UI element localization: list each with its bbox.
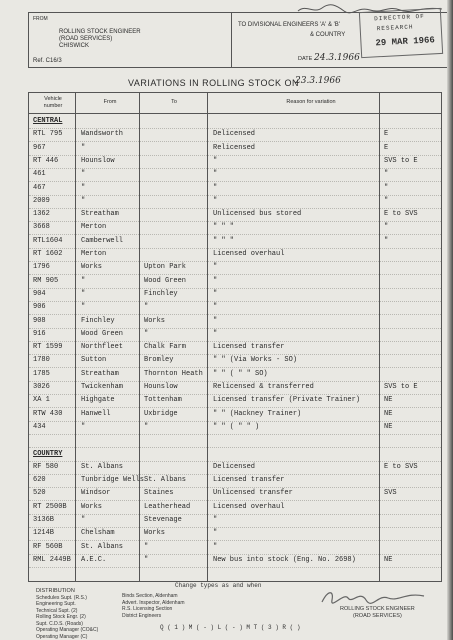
- table-row: [29, 235, 441, 249]
- to-cell: ": [144, 555, 149, 564]
- vehicle-number: RF 580: [33, 462, 59, 471]
- stamp-line-1: DIRECTOR OF: [374, 12, 425, 23]
- code-cell: E: [384, 143, 389, 152]
- table-row: [29, 168, 441, 182]
- code-cell: ": [384, 183, 389, 192]
- from-cell: Wandsworth: [81, 130, 124, 139]
- from-cell: Wood Green: [81, 329, 124, 338]
- change-note: Change types as and when: [175, 582, 262, 589]
- date-value: 24.3.1966: [314, 53, 360, 63]
- table-row: [29, 461, 441, 475]
- table-row: [29, 541, 441, 555]
- table-row: [29, 474, 441, 488]
- table-row: [29, 195, 441, 209]
- table-row: [29, 155, 441, 169]
- reason-cell: New bus into stock (Eng. No. 2698): [213, 555, 356, 564]
- from-cell: Hounslow: [81, 156, 115, 165]
- vehicle-number: 3668: [33, 223, 50, 232]
- distribution-entry: District Engineers: [122, 612, 162, 619]
- from-cell: Windsor: [81, 489, 111, 498]
- reason-cell: Licensed overhaul: [213, 502, 285, 511]
- vehicle-number: 520: [33, 489, 46, 498]
- vehicle-number: 1796: [33, 263, 50, 272]
- code-formula: Q ( 1 ) M ( - ) L ( - ) M T ( 3 ) R ( ): [160, 624, 301, 631]
- table-row: [29, 527, 441, 541]
- vehicle-number: RTL1604: [33, 236, 63, 245]
- to-cell: Leatherhead: [144, 502, 191, 511]
- code-cell: NE: [384, 396, 393, 405]
- table-row: [29, 394, 441, 408]
- table-row: [29, 221, 441, 235]
- from-label: FROM: [33, 16, 48, 22]
- from-cell: ": [81, 303, 86, 312]
- from-cell: ": [81, 276, 86, 285]
- reason-cell: Relicensed & transferred: [213, 383, 314, 391]
- reference-number: Ref. C16/3: [33, 58, 62, 64]
- table-row: [29, 341, 441, 355]
- vehicle-number: COUNTRY: [33, 449, 63, 458]
- to-cell: Works: [144, 529, 166, 538]
- from-cell: Hanwell: [81, 409, 111, 418]
- from-cell: ": [81, 289, 86, 298]
- from-cell: ": [81, 516, 86, 524]
- reason-cell: ": [213, 183, 218, 192]
- from-box: [28, 12, 232, 68]
- code-cell: ": [384, 196, 389, 205]
- reason-cell: " " ( " " SO): [213, 369, 268, 378]
- distribution-entry: Operating Manager (C): [36, 633, 88, 640]
- table-row: [29, 142, 441, 156]
- vehicle-number: 2009: [33, 196, 50, 205]
- to-cell: Wood Green: [144, 276, 187, 285]
- vehicle-number: RML 2449B: [33, 555, 71, 564]
- reason-cell: ": [213, 276, 218, 285]
- table-row: [29, 261, 441, 275]
- from-cell: Finchley: [81, 316, 115, 325]
- from-cell: St. Albans: [81, 462, 124, 471]
- distribution-entry: Rolling Stock Engr. (2): [36, 614, 86, 620]
- document-title-date: 23.3.1966: [295, 76, 341, 86]
- vehicle-number: 1780: [33, 356, 50, 365]
- to-cell: Finchley: [144, 289, 178, 298]
- code-cell: ": [384, 236, 389, 245]
- reason-cell: ": [213, 289, 218, 298]
- reason-cell: ": [213, 303, 218, 312]
- code-cell: E: [384, 130, 389, 139]
- table-row: [29, 275, 441, 289]
- reason-cell: ": [213, 316, 218, 325]
- vehicle-number: 916: [33, 329, 46, 338]
- from-line-1: ROLLING STOCK ENGINEER: [59, 29, 141, 35]
- from-cell: Camberwell: [81, 236, 124, 245]
- vehicle-number: RT 1602: [33, 250, 63, 258]
- distribution-label: DISTRIBUTION: [36, 588, 75, 594]
- code-cell: SVS to E: [384, 156, 418, 165]
- header-vehicle: Vehicle number: [43, 96, 63, 109]
- table-row: [29, 381, 441, 395]
- distribution-entry: Operating Manager (CO&C): [36, 627, 99, 633]
- vehicle-number: 467: [33, 183, 46, 192]
- from-cell: A.E.C.: [81, 555, 107, 564]
- to-cell: Upton Park: [144, 263, 187, 272]
- distribution-entry: Advert. Inspector, Aldenham: [122, 599, 185, 606]
- table-row: [29, 315, 441, 329]
- to-cell: Thornton Heath: [144, 369, 203, 378]
- reason-cell: ": [213, 170, 218, 179]
- code-cell: ": [384, 223, 389, 232]
- vehicle-number: RT 446: [33, 156, 59, 165]
- vehicle-number: 3136B: [33, 516, 55, 524]
- table-row: [29, 554, 441, 568]
- stamp-line-2: RESEARCH: [376, 23, 414, 33]
- vehicle-number: 620: [33, 476, 46, 485]
- code-cell: SVS to E: [384, 383, 418, 391]
- vehicle-number: 967: [33, 143, 46, 152]
- from-line-2: (ROAD SERVICES): [59, 36, 113, 42]
- vehicle-number: RF 560B: [33, 542, 63, 551]
- to-cell: ": [144, 542, 149, 551]
- table-row: [29, 368, 441, 382]
- from-cell: ": [81, 422, 86, 431]
- distribution-entry: Binds Section, Aldenham: [122, 593, 178, 599]
- reason-cell: ": [213, 156, 218, 165]
- table-header: [29, 93, 441, 114]
- to-cell: ": [144, 329, 149, 338]
- distribution-entry: Technical Supt. (2): [36, 607, 78, 614]
- to-cell: Chalk Farm: [144, 343, 187, 352]
- reason-cell: " " (Via Works - SO): [213, 356, 298, 365]
- vehicle-number: 906: [33, 303, 46, 312]
- received-stamp: [359, 8, 443, 58]
- reason-cell: Unlicensed transfer: [213, 489, 293, 498]
- to-line-1: TO DIVISIONAL ENGINEERS 'A' & 'B': [238, 22, 340, 28]
- vehicle-number: CENTRAL: [33, 117, 63, 125]
- from-cell: Streatham: [81, 210, 119, 219]
- reason-cell: Relicensed: [213, 143, 256, 152]
- signoff-line-1: ROLLING STOCK ENGINEER: [340, 606, 415, 612]
- distribution-list-2: [122, 593, 232, 619]
- vehicle-number: 1362: [33, 210, 50, 219]
- reason-cell: Licensed transfer: [213, 343, 285, 352]
- reason-cell: ": [213, 529, 218, 538]
- vehicle-number: XA 1: [33, 396, 50, 405]
- table-row: [29, 501, 441, 515]
- table-row: [29, 487, 441, 501]
- distribution-entry: Schedules Supt. (R.S.): [36, 594, 87, 601]
- reason-cell: ": [213, 542, 218, 551]
- document-title: VARIATIONS IN ROLLING STOCK ON: [128, 78, 300, 88]
- distribution-list: [36, 588, 116, 640]
- reason-cell: Licensed overhaul: [213, 250, 285, 258]
- vehicle-number: 908: [33, 316, 46, 325]
- distribution-entry: Engineering Supt.: [36, 601, 76, 607]
- to-cell: Uxbridge: [144, 409, 178, 418]
- vehicle-number: 434: [33, 422, 46, 431]
- signoff: [340, 606, 415, 619]
- stamp-date: 29 MAR 1966: [375, 35, 436, 49]
- reason-cell: Licensed transfer (Private Trainer): [213, 396, 361, 405]
- table-row: [29, 514, 441, 528]
- distribution-entry: Supt. C.D.S. (Roads): [36, 620, 83, 627]
- vehicle-number: 3026: [33, 383, 50, 391]
- from-cell: Merton: [81, 250, 107, 258]
- vehicle-number: RM 905: [33, 276, 59, 285]
- table-row: [29, 301, 441, 315]
- vehicle-number: RTW 430: [33, 409, 63, 418]
- to-cell: Tottenham: [144, 396, 182, 405]
- signoff-line-2: (ROAD SERVICES): [352, 612, 402, 619]
- section-heading-row: [29, 448, 441, 462]
- reason-cell: ": [213, 196, 218, 205]
- table-row: [29, 354, 441, 368]
- from-cell: Highgate: [81, 396, 115, 405]
- from-cell: Northfleet: [81, 343, 124, 352]
- from-cell: ": [81, 143, 86, 152]
- vehicle-number: 1214B: [33, 529, 55, 538]
- from-cell: Merton: [81, 223, 107, 232]
- reason-cell: " " ": [213, 223, 235, 232]
- reason-cell: ": [213, 329, 218, 338]
- reason-cell: " " ( " " ): [213, 422, 260, 431]
- to-cell: St. Albans: [144, 476, 187, 485]
- code-cell: E to SVS: [384, 462, 418, 471]
- section-heading-row: [29, 115, 441, 129]
- table-row: [29, 328, 441, 342]
- vehicle-number: RT 2500B: [33, 502, 67, 511]
- signature: [318, 586, 428, 608]
- table-row: [29, 182, 441, 196]
- vehicle-number: 1785: [33, 369, 50, 378]
- vehicle-number: 904: [33, 289, 46, 298]
- to-cell: Hounslow: [144, 383, 178, 391]
- table-row: [29, 421, 441, 435]
- header-reason: Reason for variation: [286, 99, 336, 105]
- reason-cell: ": [213, 516, 218, 524]
- code-cell: E to SVS: [384, 210, 418, 219]
- code-cell: ": [384, 170, 389, 179]
- from-cell: Tunbridge Wells: [81, 476, 145, 485]
- code-cell: NE: [384, 409, 393, 418]
- reason-cell: ": [213, 263, 218, 272]
- from-cell: Sutton: [81, 356, 107, 365]
- distribution-entry: R.S. Licensing Section: [122, 606, 173, 612]
- reason-cell: Licensed transfer: [213, 476, 285, 485]
- from-line-3: CHISWICK: [59, 43, 89, 49]
- vehicle-number: RTL 795: [33, 130, 63, 139]
- variations-table: [28, 92, 442, 582]
- table-row: [29, 208, 441, 222]
- table-row: [29, 128, 441, 142]
- table-row: [29, 288, 441, 302]
- header-from: From: [103, 99, 117, 105]
- reason-cell: " " ": [213, 236, 235, 245]
- to-cell: ": [144, 303, 149, 312]
- from-cell: ": [81, 183, 86, 192]
- from-cell: ": [81, 196, 86, 205]
- reason-cell: Unlicensed bus stored: [213, 210, 302, 219]
- to-cell: Stevenage: [144, 516, 182, 524]
- table-row: [29, 434, 441, 448]
- from-cell: Chelsham: [81, 529, 115, 538]
- header-to: To: [171, 99, 177, 105]
- to-cell: Staines: [144, 489, 174, 498]
- to-cell: ": [144, 422, 149, 431]
- reason-cell: " " (Hackney Trainer): [213, 409, 302, 418]
- from-cell: Streatham: [81, 369, 119, 378]
- date-label: DATE: [298, 56, 313, 62]
- to-cell: Bromley: [144, 356, 174, 365]
- to-line-2: & COUNTRY: [310, 32, 346, 38]
- table-row: [29, 408, 441, 422]
- reason-cell: Delicensed: [213, 462, 256, 471]
- vehicle-number: 461: [33, 170, 46, 179]
- vehicle-number: RT 1599: [33, 343, 63, 352]
- from-cell: Twickenham: [81, 383, 124, 391]
- from-cell: Works: [81, 263, 103, 272]
- table-row: [29, 248, 441, 262]
- code-cell: SVS: [384, 489, 397, 498]
- from-cell: Works: [81, 502, 103, 511]
- code-cell: NE: [384, 422, 393, 431]
- to-cell: Works: [144, 316, 166, 325]
- reason-cell: Delicensed: [213, 130, 256, 139]
- from-cell: St. Albans: [81, 542, 124, 551]
- from-cell: ": [81, 170, 86, 179]
- code-cell: NE: [384, 555, 393, 564]
